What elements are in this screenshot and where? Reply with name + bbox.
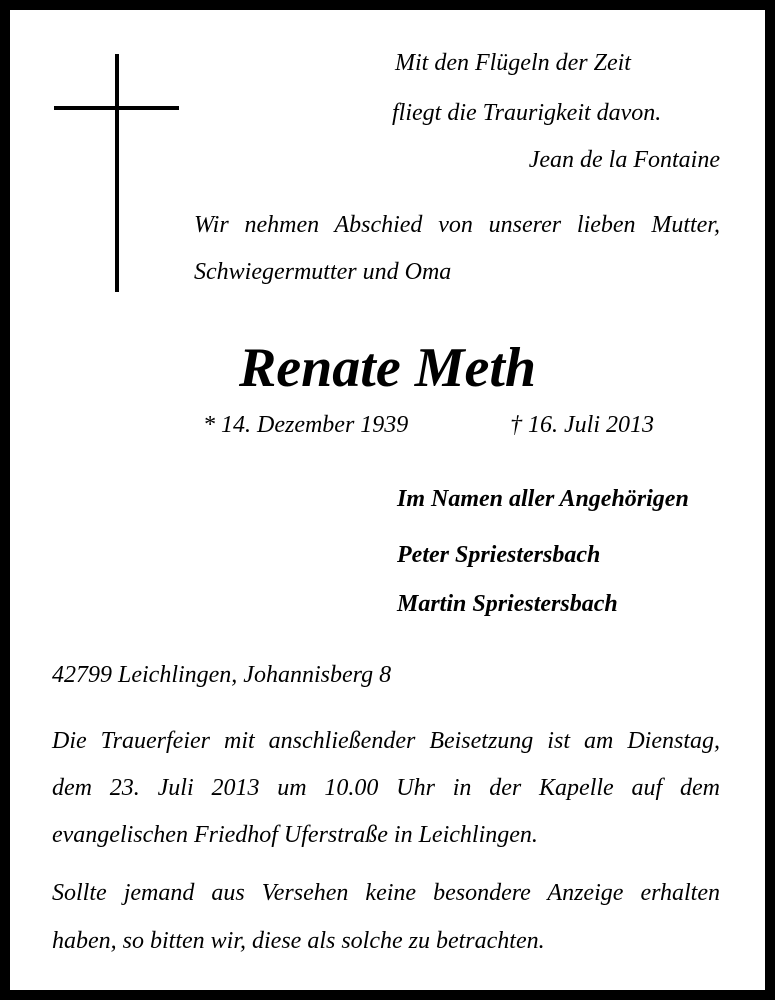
birth-date: * 14. Dezember 1939 <box>203 412 409 438</box>
notice-line-2: haben, so bitten wir, diese als solche zu betrachten. <box>52 928 545 954</box>
death-date: † 16. Juli 2013 <box>510 412 654 438</box>
address: 42799 Leichlingen, Johannisberg 8 <box>52 662 392 688</box>
quote-line-2: fliegt die Traurigkeit davon. <box>392 100 662 126</box>
cross-vertical-bar <box>115 54 119 292</box>
signatory-name: Martin Spriestersbach <box>397 591 618 617</box>
signatories-intro: Im Namen aller Angehörigen <box>397 486 689 512</box>
farewell-line-1: Wir nehmen Abschied von unserer lieben Mutter, <box>194 212 720 238</box>
quote-author: Jean de la Fontaine <box>528 147 720 173</box>
signatory-name: Peter Spriestersbach <box>397 542 601 568</box>
ceremony-line-2: dem 23. Juli 2013 um 10.00 Uhr in der Kapelle auf dem <box>52 775 720 801</box>
notice-line-1: Sollte jemand aus Versehen keine besondere Anzeige erhalten <box>52 880 720 906</box>
farewell-line-2: Schwiegermutter und Oma <box>194 259 452 285</box>
cross-horizontal-bar <box>54 106 179 110</box>
ceremony-line-1: Die Trauerfeier mit anschließender Beisetzung ist am Dienstag, <box>52 728 720 754</box>
deceased-name: Renate Meth <box>238 337 537 399</box>
quote-line-1: Mit den Flügeln der Zeit <box>395 50 631 76</box>
ceremony-line-3: evangelischen Friedhof Uferstraße in Leichlingen. <box>52 822 538 848</box>
